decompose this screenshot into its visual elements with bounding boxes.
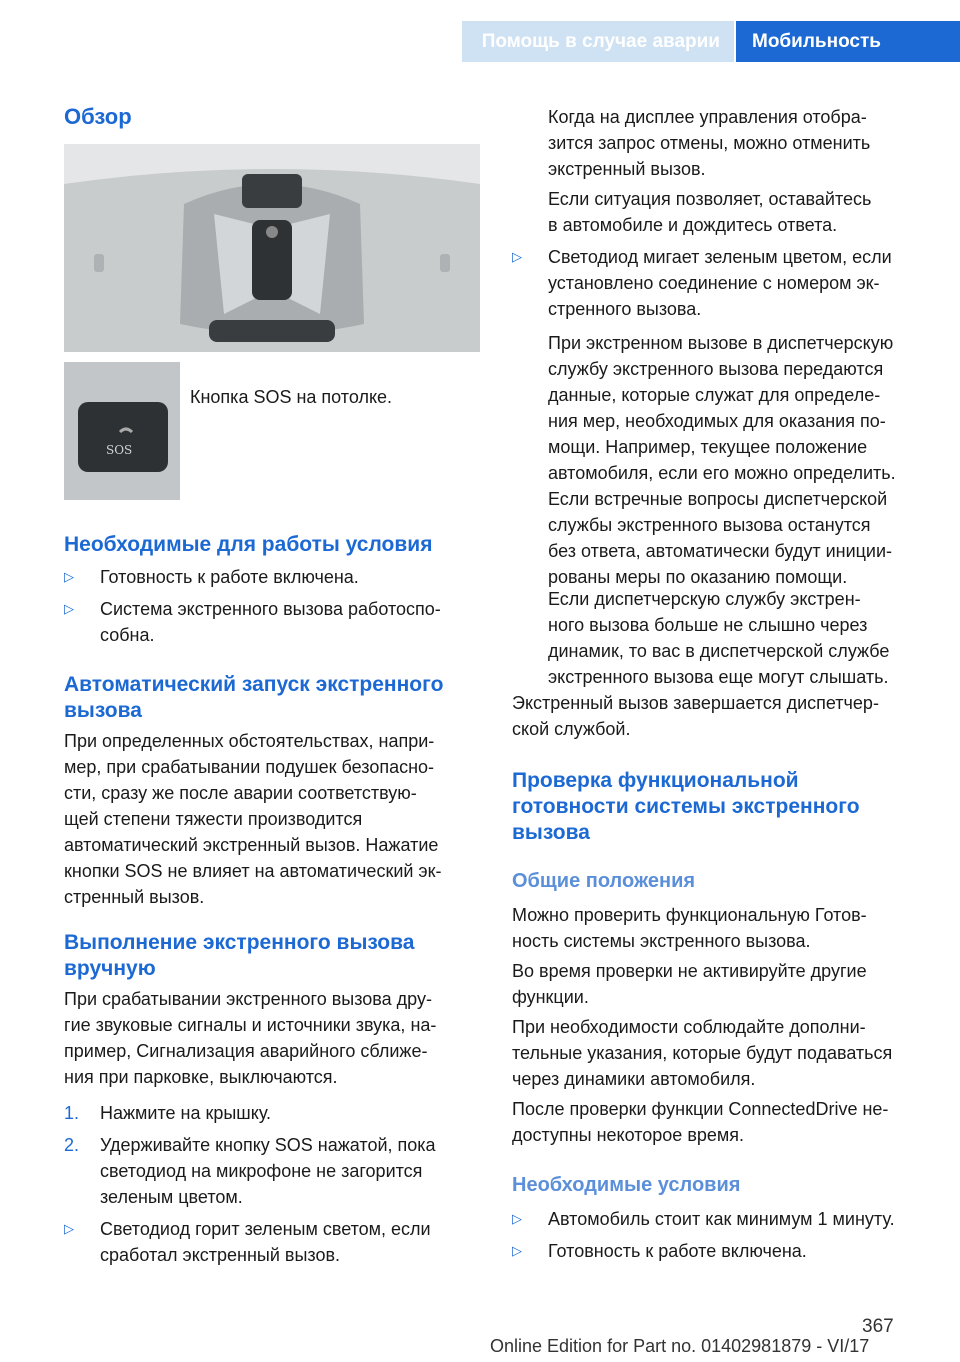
- cancel-text: Когда на дисплее управления отобра- зится запрос отмены, можно отменить экстренный вызов.: [548, 107, 871, 179]
- dispatch-text: При экстренном вызове в диспетчерскую службу экстренного вызова передаются данные, которые служат для определе- ния мер, необходимых для оказания по- мощи. Например, текущее положение автомобиля, если его можно определить. Если встречные вопросы диспетчерской службы экстренного вызова останутся без ответа, автоматически будут иниции- рованы меры по оказанию помощи.: [548, 333, 896, 587]
- sos-label: SOS: [106, 443, 133, 457]
- sos-button-image: [64, 362, 180, 500]
- requirements-title: Необходимые условия: [512, 1174, 741, 1196]
- step-item: 1. Нажмите на крышку.: [64, 1100, 478, 1126]
- manual-call-text: При срабатывании экстренного вызова дру- гие звуковые сигналы и источники звука, на- пример, Сигнализация аварийного сближе- ния при парковке, выключаются.: [64, 989, 437, 1087]
- triangle-bullet-icon: ▷: [64, 601, 74, 616]
- led-blink-item: ▷ Светодиод мигает зеленым цветом, если установлено соединение с номером эк- стренного вызова.: [512, 244, 932, 322]
- triangle-bullet-icon: ▷: [64, 569, 74, 584]
- header-chapter-label: Мобильность: [752, 30, 881, 52]
- conditions-title: Необходимые для работы условия: [64, 533, 433, 556]
- ceiling-console-image: [64, 144, 480, 352]
- header-chapter-tab: [736, 21, 960, 62]
- edition-footer: Online Edition for Part no. 01402981879 - VI/17: [490, 1336, 870, 1356]
- step-number: 2.: [64, 1135, 80, 1155]
- condition-item: ▷ Готовность к работе включена.: [64, 564, 478, 590]
- auto-call-title: Автоматический запуск экстренного вызова: [64, 673, 444, 722]
- triangle-bullet-icon: ▷: [512, 1243, 522, 1258]
- page-number: 367: [862, 1316, 894, 1337]
- stay-text: Если ситуация позволяет, оставайтесь в автомобиле и дождитесь ответа.: [548, 189, 872, 235]
- speaker-text: Если диспетчерскую службу экстрен- ного вызова больше не слышно через динамик, то вас в диспетчерской службе экстренного вызова еще могут слышать.: [548, 589, 890, 687]
- triangle-bullet-icon: ▷: [64, 1221, 74, 1236]
- triangle-bullet-icon: ▷: [512, 1211, 522, 1226]
- header-section-tab: [462, 21, 734, 62]
- requirement-item: ▷ Готовность к работе включена.: [512, 1238, 932, 1264]
- triangle-bullet-icon: ▷: [512, 249, 522, 264]
- header-section-label: Помощь в случае аварии: [481, 30, 720, 52]
- step-number: 1.: [64, 1103, 80, 1123]
- general-title: Общие положения: [512, 870, 696, 892]
- general-text-2: Во время проверки не активируйте другие функции.: [512, 961, 867, 1007]
- overview-title: Обзор: [64, 104, 132, 129]
- requirement-item: ▷ Автомобиль стоит как минимум 1 минуту.: [512, 1206, 932, 1232]
- led-green-item: ▷ Светодиод горит зеленым светом, если сработал экстренный вызов.: [64, 1216, 478, 1268]
- condition-item: ▷ Система экстренного вызова работоспо- собна.: [64, 596, 478, 648]
- figure-caption: Кнопка SOS на потолке.: [190, 387, 393, 407]
- general-text-3: При необходимости соблюдайте дополни- тельные указания, которые будут подаваться через динамики автомобиля.: [512, 1017, 893, 1089]
- manual-call-title: Выполнение экстренного вызова вручную: [64, 931, 415, 980]
- step-item: 2. Удерживайте кнопку SOS нажатой, пока светодиод на микрофоне не загорится зеленым цветом.: [64, 1132, 478, 1210]
- general-text-1: Можно проверить функциональную Готов- ность системы экстренного вызова.: [512, 905, 867, 951]
- end-call-text: Экстренный вызов завершается диспетчер- ской службой.: [512, 693, 879, 739]
- auto-call-text: При определенных обстоятельствах, напри- мер, при срабатывании подушек безопасно- сти, сразу же после аварии соответствую- щей степени тяжести производится автоматический экстренный вызов. Нажатие кнопки SOS не влияет на автоматический эк- стренный вызов.: [64, 731, 442, 907]
- check-title: Проверка функциональной готовности системы экстренного вызова: [512, 769, 860, 844]
- general-text-4: После проверки функции ConnectedDrive не- доступны некоторое время.: [512, 1099, 889, 1145]
